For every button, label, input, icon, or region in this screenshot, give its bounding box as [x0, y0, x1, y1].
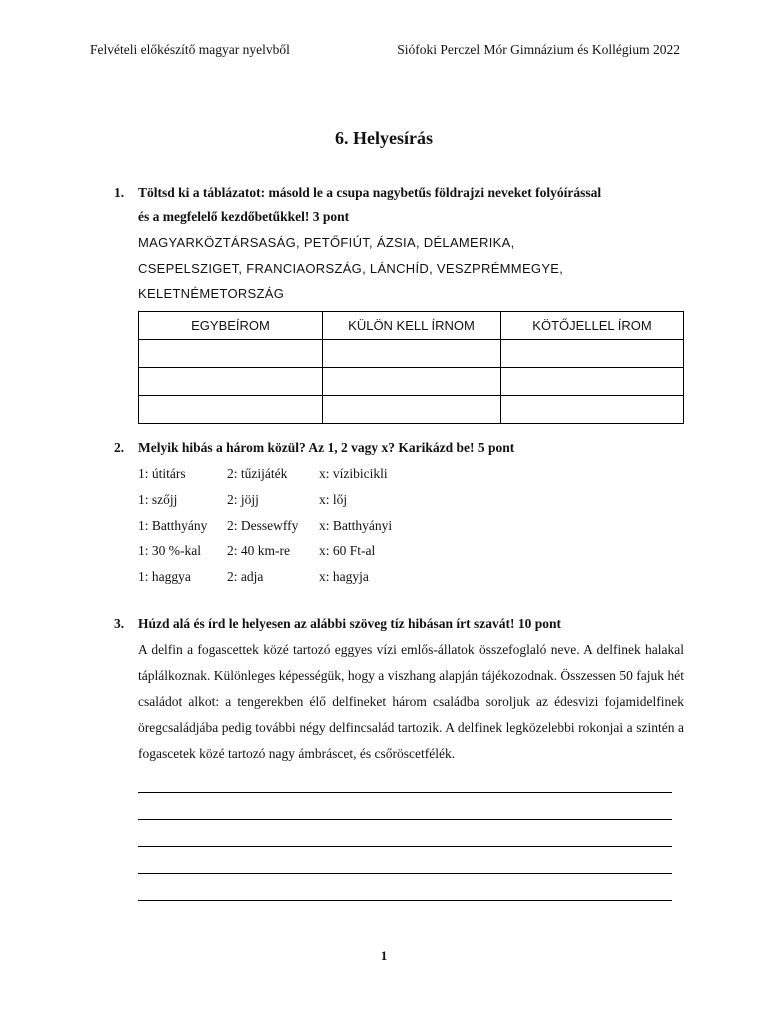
question-1-instruction-line2: és a megfelelő kezdőbetűkkel! 3 pont [138, 209, 350, 224]
option-x[interactable]: x: 60 Ft-al [319, 543, 376, 559]
option-2[interactable]: 2: 40 km-re [227, 543, 290, 559]
option-x[interactable]: x: Batthyányi [319, 517, 393, 533]
option-1[interactable]: 1: Batthyány [138, 517, 208, 533]
table-cell[interactable] [323, 367, 501, 395]
option-x[interactable]: x: vízibicikli [319, 466, 388, 481]
header-left: Felvételi előkészítő magyar nyelvből [90, 42, 290, 57]
table-row [139, 339, 684, 367]
option-1[interactable]: 1: útitárs [138, 466, 186, 481]
table-row [139, 395, 684, 423]
question-1-words-line2: CSEPELSZIGET, FRANCIAORSZÁG, LÁNCHÍD, VESZPRÉMMEGYE, [138, 260, 564, 276]
question-3 [114, 611, 684, 901]
option-1[interactable]: 1: haggya [138, 569, 191, 585]
page-title: 6. Helyesírás [335, 128, 433, 148]
question-3-number: 3. [114, 616, 125, 631]
option-2[interactable]: 2: adja [227, 569, 264, 585]
table-cell[interactable] [139, 367, 323, 395]
answer-table [138, 311, 684, 424]
option-1[interactable]: 1: 30 %-kal [138, 543, 201, 559]
option-row [138, 487, 684, 513]
option-2[interactable]: 2: tűzijáték [227, 466, 288, 481]
page-number: 1 [380, 948, 388, 963]
table-cell[interactable] [501, 367, 684, 395]
answer-line[interactable] [138, 874, 672, 901]
question-2 [114, 435, 684, 590]
option-x[interactable]: x: hagyja [319, 569, 369, 585]
table-row [139, 367, 684, 395]
option-1[interactable]: 1: szőjj [138, 491, 178, 507]
table-cell[interactable] [323, 339, 501, 367]
table-header-egybeirom: EGYBEÍROM [139, 311, 323, 339]
answer-line[interactable] [138, 767, 672, 794]
table-cell[interactable] [323, 395, 501, 423]
option-2[interactable]: 2: jöjj [227, 491, 259, 507]
header-right: Siófoki Perczel Mór Gimnázium és Kollégium 2022 [397, 42, 680, 57]
page-header [90, 42, 680, 58]
question-1-words-line1: MAGYARKÖZTÁRSASÁG, PETŐFIÚT, ÁZSIA, DÉLAMERIKA, [138, 235, 515, 250]
option-2[interactable]: 2: Dessewffy [227, 517, 299, 533]
option-list [138, 461, 684, 590]
question-1-words-line3: KELETNÉMETORSZÁG [138, 286, 285, 301]
table-header-kotojellel: KÖTŐJELLEL ÍROM [501, 311, 684, 339]
paragraph-text-a: A delfin a fogascettek közé tartozó eggyes vízi emlős-állatok összefoglaló neve. A delfinek halakal táplálkoznak. Különleges képességük, hogy a viszhang alapján tájékozodnak. Összessen 50 fajuk hét családot alkot: a tengerekben élő delfineket három családba soroljuk az édesvizi fojamidelfinek öregcsaládjába pedig további négy delfincsalád tartozik. [138, 642, 684, 735]
table-header-kulon: KÜLÖN KELL ÍRNOM [323, 311, 501, 339]
table-header-row [139, 311, 684, 339]
option-row [138, 513, 684, 539]
question-1 [114, 180, 684, 424]
table-cell[interactable] [501, 395, 684, 423]
option-row [138, 461, 684, 487]
option-row [138, 538, 684, 564]
question-3-paragraph [138, 637, 684, 767]
table-cell[interactable] [139, 395, 323, 423]
option-row [138, 564, 684, 590]
answer-line[interactable] [138, 847, 672, 874]
table-cell[interactable] [139, 339, 323, 367]
question-2-instruction: Melyik hibás a három közül? Az 1, 2 vagy x? Karikázd be! 5 pont [138, 440, 515, 455]
table-cell[interactable] [501, 339, 684, 367]
answer-lines [138, 767, 684, 901]
option-x[interactable]: x: lőj [319, 491, 348, 507]
answer-line[interactable] [138, 820, 672, 847]
answer-line[interactable] [138, 793, 672, 820]
question-1-number: 1. [114, 185, 125, 200]
paragraph-text-b: A delfinek legközelebbi rokonjai a szintén a fogascetek közé tartozó nagy ámbráscet, és csőröscetfélék. [138, 719, 684, 761]
question-1-instruction-line1: Töltsd ki a táblázatot: másold le a csupa nagybetűs földrajzi neveket folyóírással [138, 185, 602, 200]
question-3-instruction: Húzd alá és írd le helyesen az alábbi szöveg tíz hibásan írt szavát! 10 pont [138, 616, 561, 631]
question-2-number: 2. [114, 440, 125, 455]
